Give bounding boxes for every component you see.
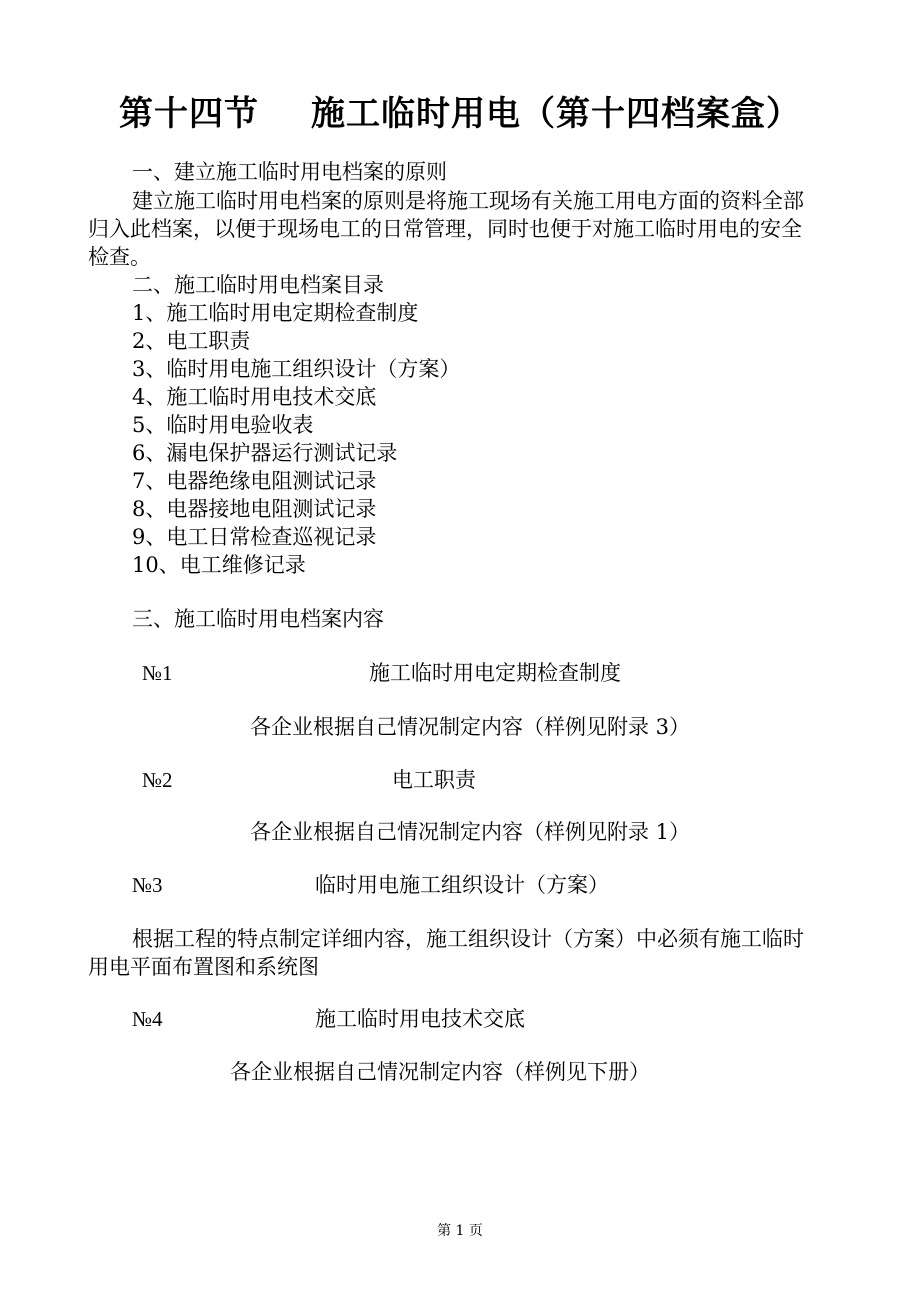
list-item: 6、漏电保护器运行测试记录	[132, 441, 398, 465]
entry-note-line2: 用电平面布置图和系统图	[88, 955, 319, 979]
list-item: 7、电器绝缘电阻测试记录	[132, 469, 377, 493]
entry-note: 各企业根据自己情况制定内容（样例见附录 1）	[250, 820, 691, 844]
section1-paragraph-line2: 归入此档案，以便于现场电工的日常管理，同时也便于对施工临时用电的安全	[88, 217, 802, 241]
entry-note: 各企业根据自己情况制定内容（样例见附录 3）	[250, 715, 691, 739]
section3-heading: 三、施工临时用电档案内容	[132, 607, 384, 631]
entry-note: 各企业根据自己情况制定内容（样例见下册）	[230, 1060, 650, 1084]
title-section-name: 施工临时用电（第十四档案盒）	[311, 94, 801, 134]
entry-number: №4	[132, 1007, 163, 1031]
list-item: 2、电工职责	[132, 329, 251, 353]
list-item: 4、施工临时用电技术交底	[132, 385, 377, 409]
entry-title: 施工临时用电技术交底	[315, 1007, 525, 1031]
list-item: 10、电工维修记录	[132, 553, 306, 577]
entry-title: 施工临时用电定期检查制度	[369, 661, 621, 685]
entry-number: №2	[142, 768, 173, 792]
entry-number: №3	[132, 873, 163, 897]
section1-paragraph-line1: 建立施工临时用电档案的原则是将施工现场有关施工用电方面的资料全部	[132, 189, 804, 213]
list-item: 9、电工日常检查巡视记录	[132, 525, 377, 549]
list-item: 8、电器接地电阻测试记录	[132, 497, 377, 521]
entry-number: №1	[142, 661, 173, 685]
section1-paragraph-line3: 检查。	[88, 245, 151, 269]
title-section-number: 第十四节	[119, 94, 259, 134]
list-item: 3、临时用电施工组织设计（方案）	[132, 357, 461, 381]
list-item: 1、施工临时用电定期检查制度	[132, 301, 419, 325]
entry-title: 临时用电施工组织设计（方案）	[315, 873, 609, 897]
page-number: 第 1 页	[437, 1223, 483, 1239]
entry-note-line1: 根据工程的特点制定详细内容，施工组织设计（方案）中必须有施工临时	[132, 927, 804, 951]
list-item: 5、临时用电验收表	[132, 413, 314, 437]
section1-heading: 一、建立施工临时用电档案的原则	[132, 160, 447, 184]
section2-heading: 二、施工临时用电档案目录	[132, 273, 384, 297]
page-title	[0, 86, 920, 135]
entry-title: 电工职责	[392, 768, 476, 792]
